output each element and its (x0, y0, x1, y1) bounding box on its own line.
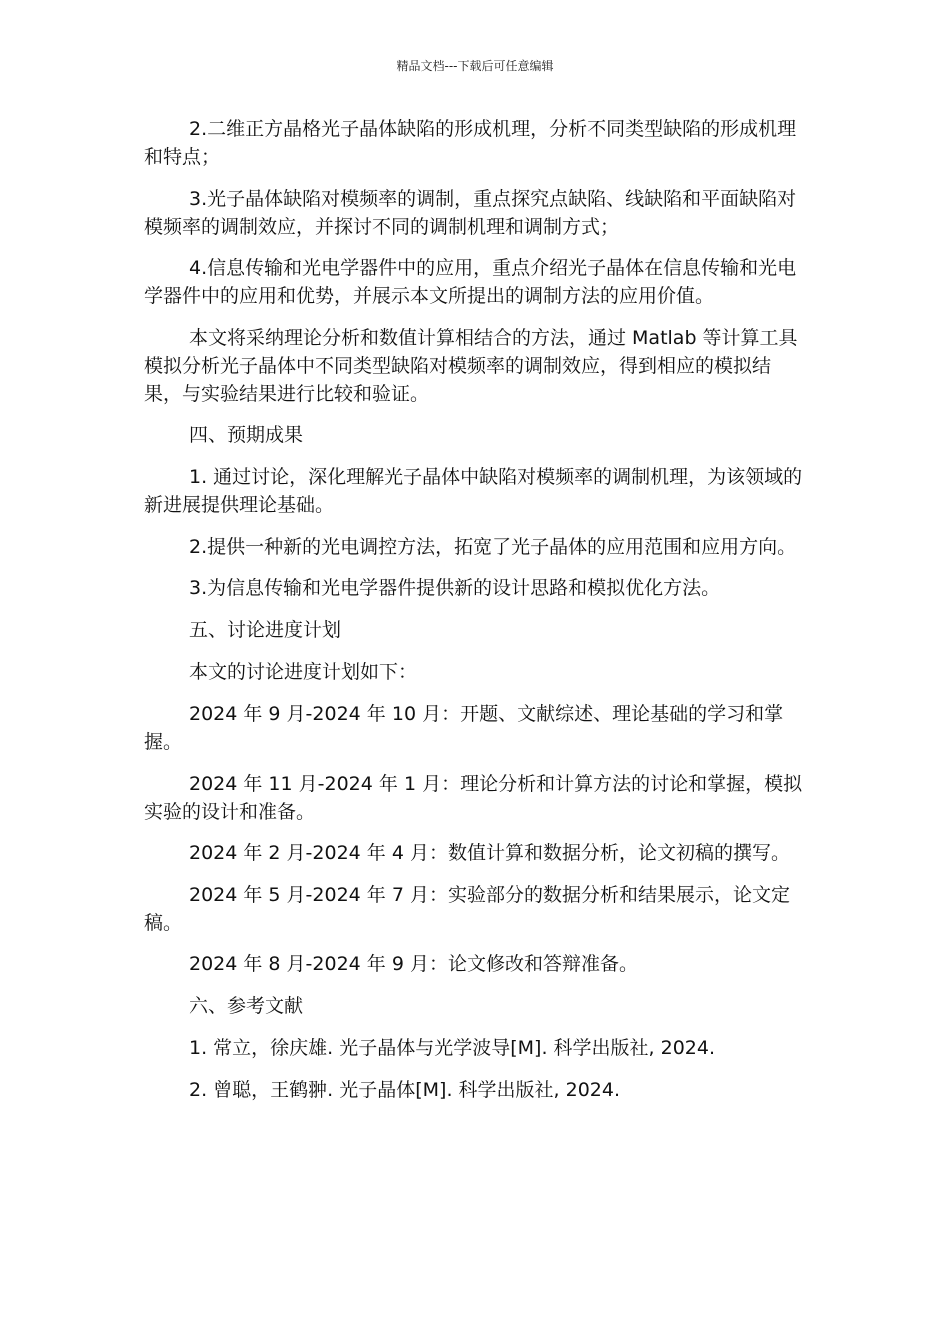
list-item-expected-result-1: 1. 通过讨论，深化理解光子晶体中缺陷对模频率的调制机理，为该领域的新进展提供理论基础。 (144, 466, 803, 516)
page-header: 精品文档---下载后可任意编辑 (396, 59, 554, 73)
section-heading-expected-results: 四、预期成果 (189, 424, 304, 446)
reference-item-2: 2. 曾聪，王鹤翀. 光子晶体[M]. 科学出版社, 2024. (189, 1079, 621, 1101)
list-item-research-content-3: 3.光子晶体缺陷对模频率的调制，重点探究点缺陷、线缺陷和平面缺陷对模频率的调制效应，并探讨不同的调制机理和调制方式； (144, 187, 797, 238)
document-body (144, 115, 808, 1118)
method-paragraph: 本文将采纳理论分析和数值计算相结合的方法，通过 Matlab 等计算工具模拟分析光子晶体中不同类型缺陷对模频率的调制效应，得到相应的模拟结果，与实验结果进行比较和验证。 (144, 326, 798, 405)
schedule-item-2: 2024 年 11 月-2024 年 1 月：理论分析和计算方法的讨论和掌握，模拟实验的设计和准备。 (144, 772, 803, 823)
section-heading-references: 六、参考文献 (189, 995, 304, 1017)
schedule-item-3: 2024 年 2 月-2024 年 4 月：数值计算和数据分析，论文初稿的撰写。 (189, 842, 790, 864)
schedule-item-5: 2024 年 8 月-2024 年 9 月：论文修改和答辩准备。 (189, 953, 638, 975)
list-item-expected-result-3: 3.为信息传输和光电学器件提供新的设计思路和模拟优化方法。 (189, 577, 721, 599)
section-heading-schedule: 五、讨论进度计划 (189, 619, 342, 641)
schedule-item-4: 2024 年 5 月-2024 年 7 月：实验部分的数据分析和结果展示，论文定稿。 (144, 883, 790, 934)
list-item-research-content-4: 4.信息传输和光电学器件中的应用，重点介绍光子晶体在信息传输和光电学器件中的应用和优势，并展示本文所提出的调制方法的应用价值。 (144, 257, 797, 307)
list-item-expected-result-2: 2.提供一种新的光电调控方法，拓宽了光子晶体的应用范围和应用方向。 (189, 535, 797, 558)
reference-item-1: 1. 常立，徐庆雄. 光子晶体与光学波导[M]. 科学出版社, 2024. (189, 1037, 716, 1059)
schedule-intro: 本文的讨论进度计划如下： (189, 661, 418, 683)
list-item-research-content-2: 2.二维正方晶格光子晶体缺陷的形成机理，分析不同类型缺陷的形成机理和特点； (144, 118, 797, 168)
schedule-item-1: 2024 年 9 月-2024 年 10 月：开题、文献综述、理论基础的学习和掌握。 (144, 703, 784, 753)
